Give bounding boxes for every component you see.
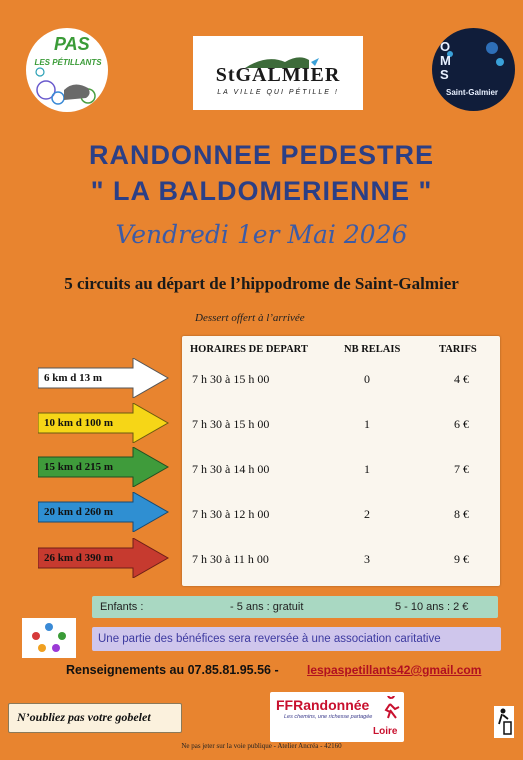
ffr-name: FFRandonnée bbox=[276, 697, 370, 713]
horaire-row-3: 7 h 30 à 14 h 00 bbox=[192, 462, 270, 476]
tarif-row-2: 6 € bbox=[454, 417, 469, 431]
tarif-row-3: 7 € bbox=[454, 462, 469, 476]
logo-center-title: StGALMIER bbox=[215, 64, 341, 86]
circuits-subtitle: 5 circuits au départ de l’hippodrome de Saint-Galmier bbox=[64, 274, 459, 293]
schedule-table bbox=[182, 336, 500, 586]
horaire-row-4: 7 h 30 à 12 h 00 bbox=[192, 507, 270, 521]
enfants-tarif-band bbox=[92, 596, 498, 618]
circuit-arrow-yellow bbox=[38, 403, 170, 443]
horaire-row-5: 7 h 30 à 11 h 00 bbox=[192, 552, 269, 566]
contact-label: Renseignements au 07.85.81.95.56 - bbox=[66, 663, 279, 677]
main-title: RANDONNEE PEDESTRE bbox=[88, 140, 435, 170]
logo-left-subtitle: LES PÉTILLANTS bbox=[34, 58, 102, 67]
circuit-label-4: 20 km d 260 m bbox=[44, 506, 114, 518]
header-tarifs: TARIFS bbox=[439, 344, 477, 355]
oms-logo bbox=[432, 28, 515, 111]
tarif-row-4: 8 € bbox=[454, 507, 469, 521]
relais-row-5: 3 bbox=[364, 552, 370, 566]
relais-row-2: 1 bbox=[364, 417, 370, 431]
ffr-region: Loire bbox=[373, 726, 398, 737]
trash-icon bbox=[494, 706, 514, 738]
logo-right-subtitle: Saint-Galmier bbox=[446, 88, 499, 97]
circuit-arrow-green bbox=[38, 447, 170, 487]
dessert-note: Dessert offert à l’arrivée bbox=[195, 312, 305, 324]
header-relais: NB RELAIS bbox=[344, 344, 401, 355]
logo-left-title: PAS bbox=[54, 34, 90, 54]
header-horaires: HORAIRES DE DEPART bbox=[190, 344, 308, 355]
horaire-row-1: 7 h 30 à 15 h 00 bbox=[192, 372, 270, 386]
footer-note: Ne pas jeter sur la voie publique - Atelier Ancréa - 42160 bbox=[181, 742, 342, 750]
circuit-label-5: 26 km d 390 m bbox=[44, 552, 114, 564]
circuit-arrow-blue bbox=[38, 492, 170, 532]
event-date: Vendredi 1er Mai 2026 bbox=[115, 220, 408, 249]
contact-email[interactable]: lespaspetillants42@gmail.com bbox=[307, 663, 482, 677]
circuit-label-1: 6 km d 13 m bbox=[44, 372, 103, 384]
event-name: " LA BALDOMERIENNE " bbox=[90, 176, 433, 206]
charity-icon bbox=[22, 618, 76, 658]
circuit-arrow-white bbox=[38, 358, 170, 398]
horaire-row-2: 7 h 30 à 15 h 00 bbox=[192, 417, 270, 431]
relais-row-1: 0 bbox=[364, 372, 370, 386]
les-pas-petillants-logo bbox=[26, 28, 108, 112]
relais-row-3: 1 bbox=[364, 462, 370, 476]
logo-right-title: OMS bbox=[440, 39, 451, 82]
tarif-row-1: 4 € bbox=[454, 372, 469, 386]
circuit-arrow-red bbox=[38, 538, 170, 578]
charity-text: Une partie des bénéfices sera reversée à une association caritative bbox=[98, 633, 441, 645]
relais-row-4: 2 bbox=[364, 507, 370, 521]
saint-galmier-logo bbox=[193, 36, 363, 110]
enfants-label: Enfants : bbox=[100, 601, 144, 613]
gobelet-text: N’oubliez pas votre gobelet bbox=[17, 710, 151, 724]
circuit-label-3: 15 km d 215 m bbox=[44, 461, 114, 473]
age5-10-price: 5 - 10 ans : 2 € bbox=[395, 601, 469, 613]
charity-band bbox=[92, 627, 501, 651]
under5-price: - 5 ans : gratuit bbox=[230, 601, 304, 613]
ffrandonnee-logo bbox=[270, 692, 404, 742]
ffr-tagline: Les chemins, une richesse partagée bbox=[284, 714, 373, 720]
gobelet-reminder bbox=[8, 703, 182, 733]
tarif-row-5: 9 € bbox=[454, 552, 469, 566]
circuit-label-2: 10 km d 100 m bbox=[44, 417, 114, 429]
logo-center-subtitle: LA VILLE QUI PÉTILLE ! bbox=[217, 89, 339, 96]
